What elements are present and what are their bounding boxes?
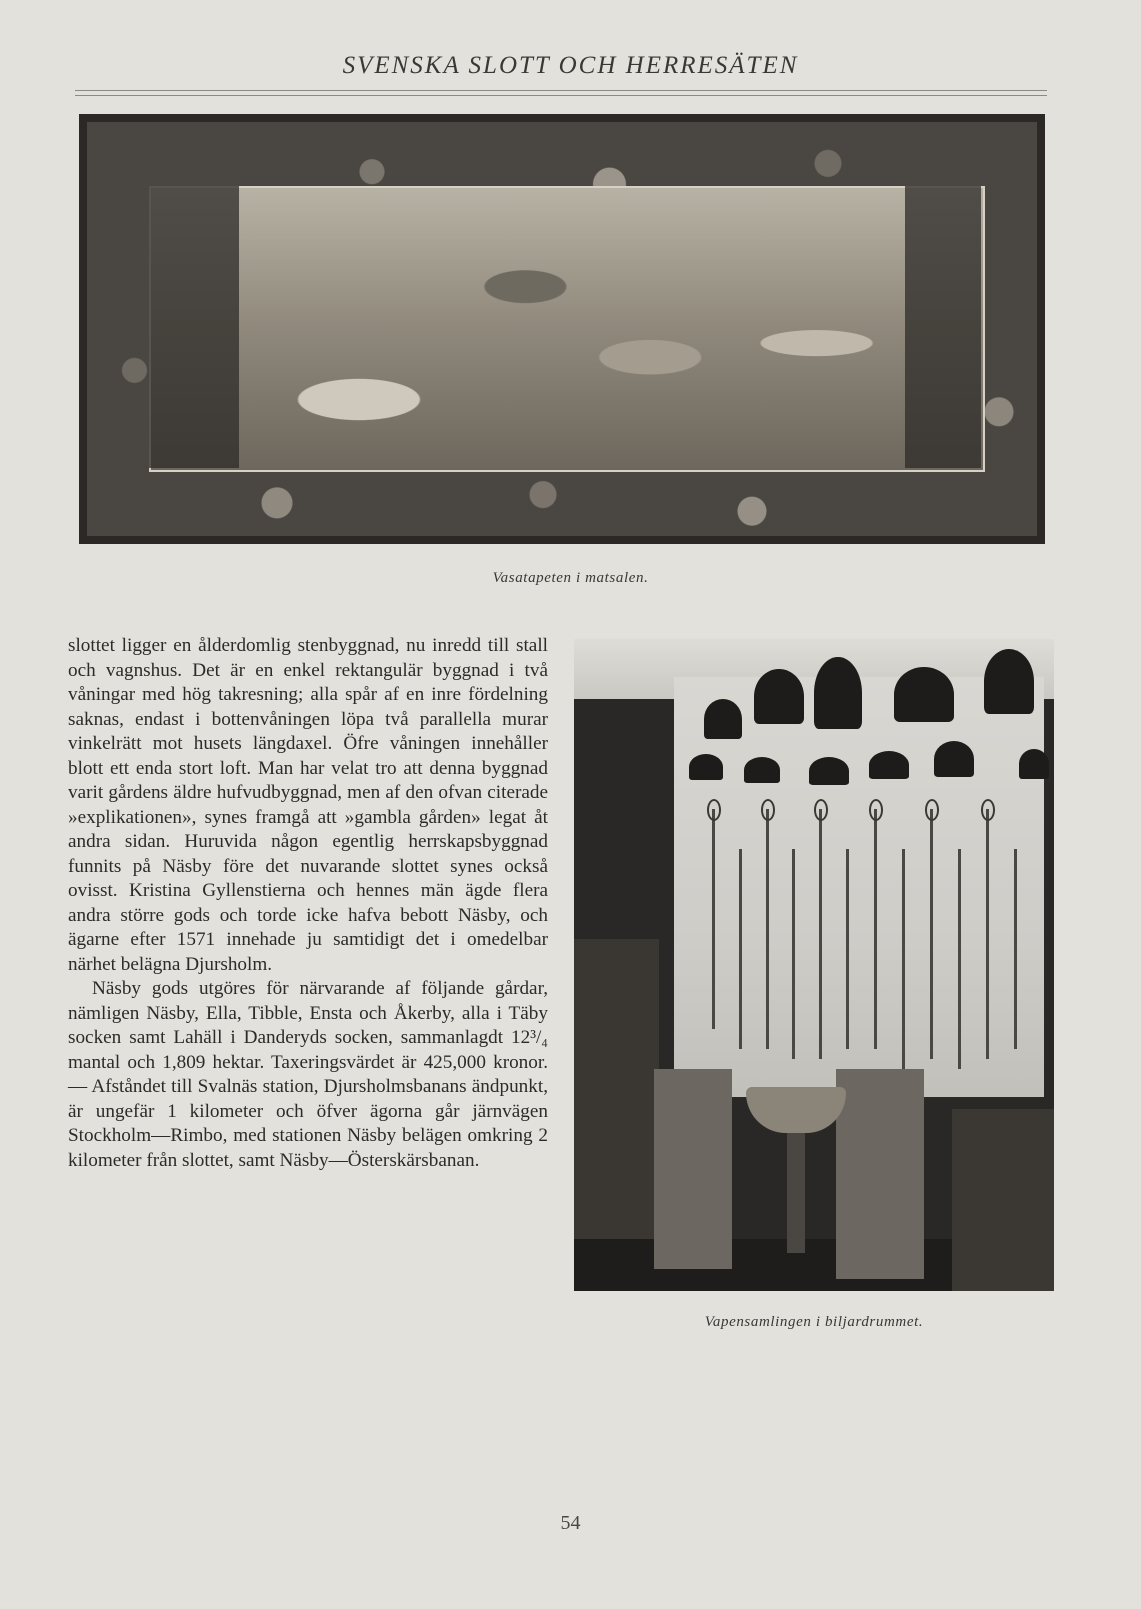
sword-hilt (761, 799, 775, 821)
helmet (744, 757, 780, 783)
sword (712, 809, 715, 1029)
chair-left (654, 1069, 732, 1269)
tapestry-scene (149, 186, 985, 472)
helmet (894, 667, 954, 722)
body-text (68, 634, 548, 1173)
page-number: 54 (560, 1512, 581, 1534)
sword (792, 849, 795, 1059)
sword (986, 809, 989, 1059)
sword (766, 809, 769, 1049)
sword (739, 849, 742, 1049)
sword (846, 849, 849, 1049)
sword-hilt (981, 799, 995, 821)
helmet (869, 751, 909, 779)
paragraph-2: Näsby gods utgöres för närvarande af följande gårdar, nämligen Näsby, Ella, Tibble, Ensta och Åkerby, alla i Täby socken samt Lahäll i Danderyds socken, sammanlagdt 12³/₄ mantal och 1,809 hektar. Taxeringsvärdet är 425,000 kronor. — Afståndet till Svalnäs station, Djursholmsbanans ändpunkt, är ungefär 1 kilometer och öfver ägorna går järnvägen Stockholm—Rimbo, med stationen Näsby belägen omkring 2 kilometer från slottet, samt Näsby—Österskärsbanan. (68, 978, 548, 1171)
tapestry-photo (79, 114, 1045, 544)
helmet (689, 754, 723, 780)
helmet (809, 757, 849, 785)
cabinet-right (952, 1109, 1054, 1291)
sword (874, 809, 877, 1049)
header-rule-bottom (75, 95, 1047, 96)
helmet (754, 669, 804, 724)
sword (958, 849, 961, 1069)
weapons-caption: Vapensamlingen i biljardrummet. (704, 1314, 924, 1330)
weapons-collection-photo (574, 639, 1054, 1291)
basin (746, 1087, 846, 1133)
header-rule-top (75, 90, 1047, 91)
sword-hilt (869, 799, 883, 821)
running-head: SVENSKA SLOTT OCH HERRESÄTEN (342, 52, 799, 79)
sword (930, 809, 933, 1059)
helmet (1019, 749, 1049, 779)
sword-hilt (925, 799, 939, 821)
sword-hilt (814, 799, 828, 821)
sword (819, 809, 822, 1059)
helmet (984, 649, 1034, 714)
sword (1014, 849, 1017, 1049)
sword-hilt (707, 799, 721, 821)
helmet (934, 741, 974, 777)
helmet (704, 699, 742, 739)
tapestry-caption: Vasatapeten i matsalen. (492, 570, 649, 586)
paragraph-1: slottet ligger en ålderdomlig stenbyggnad, nu inredd till stall och vagnshus. Det är en enkel rektangulär byggnad i två våningar med hög takresning; alla spår af en inre fördelning saknas, endast i bottenvåningen löpa två parallella murar vinkelrätt mot husets längdaxel. Öfre våningen innehåller blott ett enda stort loft. Man har velat tro att denna byggnad varit gårdens äldre hufvudbyggnad, men af den ofvan citerade »explikationen», synes framgå att »gambla gården» legat åt andra sidan. Huruvida någon egentlig herrskapsbyggnad funnits på Näsby före det nuvarande slottet synes också ovisst. Kristina Gyllenstierna och hennes män ägde flera andra större gods och torde icke hafva bebott Näsby, och ägarne efter 1571 innehade ju samtidigt det i omedelbar närhet belägna Djursholm. (68, 635, 548, 975)
sword (902, 849, 905, 1069)
basin-stand (787, 1133, 805, 1253)
chair-right (836, 1069, 924, 1279)
helmet (814, 657, 862, 729)
tapestry-tree-right (905, 186, 981, 468)
tapestry-tree-left (149, 186, 239, 468)
